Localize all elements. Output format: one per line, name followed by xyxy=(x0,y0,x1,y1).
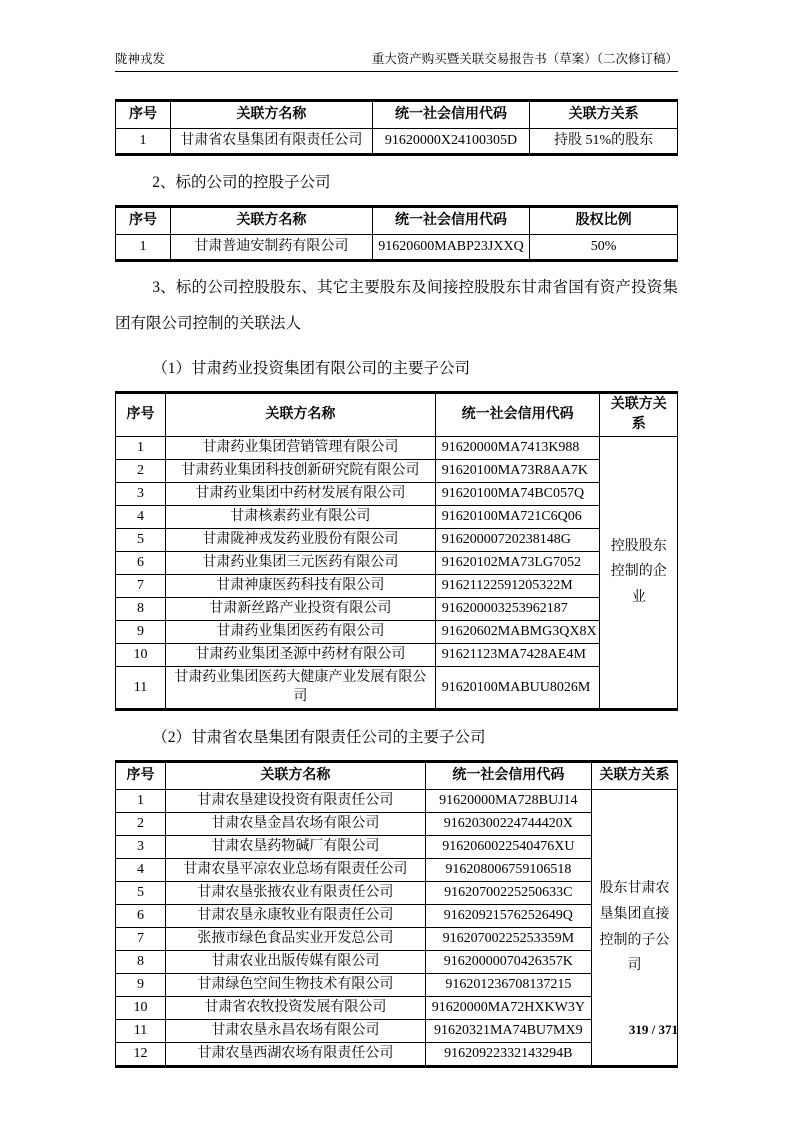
column-header-name: 关联方名称 xyxy=(166,762,426,790)
nongken-group-subsidiaries-table xyxy=(115,760,678,1068)
row-index: 6 xyxy=(116,905,166,928)
credit-code: 91620100MA74BC057Q xyxy=(435,482,600,505)
party-name: 甘肃药业集团中药材发展有限公司 xyxy=(166,482,436,505)
running-header xyxy=(115,0,678,72)
row-index: 3 xyxy=(116,836,166,859)
column-header-name: 关联方名称 xyxy=(171,101,373,129)
party-name: 甘肃药业集团营销管理有限公司 xyxy=(166,436,436,459)
party-name: 甘肃核素药业有限公司 xyxy=(166,505,436,528)
table-row xyxy=(116,620,678,643)
table-row xyxy=(116,235,678,261)
table-header-row xyxy=(116,101,678,129)
credit-code: 91620000X24100305D xyxy=(372,129,529,155)
party-name: 甘肃农业出版传媒有限公司 xyxy=(166,951,426,974)
table-row xyxy=(116,574,678,597)
column-header-relation: 关联方关系 xyxy=(530,101,678,129)
subsection-heading-1: （1）甘肃药业投资集团有限公司的主要子公司 xyxy=(152,359,470,377)
row-index: 10 xyxy=(116,997,166,1020)
page-content xyxy=(115,0,678,1068)
row-index: 1 xyxy=(116,235,171,261)
table-row xyxy=(116,643,678,666)
credit-code: 91621122591205322M xyxy=(435,574,600,597)
doc-short-title: 陇神戎发 xyxy=(115,52,166,66)
credit-code: 91620000070426357K xyxy=(425,951,591,974)
party-name: 甘肃药业集团医药有限公司 xyxy=(166,620,436,643)
party-name: 甘肃农垦西湖农场有限责任公司 xyxy=(166,1043,426,1067)
credit-code: 91620300224744420X xyxy=(425,813,591,836)
party-name: 甘肃绿色空间生物技术有限公司 xyxy=(166,974,426,997)
row-index: 9 xyxy=(116,620,166,643)
credit-code: 91620100MA721C6Q06 xyxy=(435,505,600,528)
party-name: 甘肃新丝路产业投资有限公司 xyxy=(166,597,436,620)
row-index: 11 xyxy=(116,666,166,709)
row-index: 11 xyxy=(116,1020,166,1043)
section-heading-3: 3、标的公司控股股东、其它主要股东及间接控股股东甘肃省国有资产投资集团有限公司控制的关联法人 xyxy=(115,279,678,332)
credit-code: 91621123MA7428AE4M xyxy=(435,643,600,666)
credit-code: 91620100MA73R8AA7K xyxy=(435,459,600,482)
party-name: 张掖市绿色食品实业开发总公司 xyxy=(166,928,426,951)
table-row xyxy=(116,129,678,155)
party-relation: 50% xyxy=(530,235,678,261)
credit-code: 91620700225253359M xyxy=(425,928,591,951)
credit-code: 91620000MA72HXKW3Y xyxy=(425,997,591,1020)
row-index: 8 xyxy=(116,951,166,974)
credit-code: 91620100MABUU8026M xyxy=(435,666,600,709)
party-name: 甘肃药业集团科技创新研究院有限公司 xyxy=(166,459,436,482)
row-index: 2 xyxy=(116,459,166,482)
credit-code: 91620321MA74BU7MX9 xyxy=(425,1020,591,1043)
page-number: 319 / 371 xyxy=(628,1022,678,1037)
table-row xyxy=(116,551,678,574)
row-index: 1 xyxy=(116,129,171,155)
party-name: 甘肃陇神戎发药业股份有限公司 xyxy=(166,528,436,551)
column-header-code: 统一社会信用代码 xyxy=(425,762,591,790)
column-header-code: 统一社会信用代码 xyxy=(372,207,529,235)
row-index: 9 xyxy=(116,974,166,997)
party-name: 甘肃农垦永昌农场有限公司 xyxy=(166,1020,426,1043)
credit-code: 916200003253962187 xyxy=(435,597,600,620)
party-name: 甘肃农垦永康牧业有限责任公司 xyxy=(166,905,426,928)
table-header-row xyxy=(116,207,678,235)
credit-code: 91620602MABMG3QX8X xyxy=(435,620,600,643)
party-name: 甘肃药业集团圣源中药材有限公司 xyxy=(166,643,436,666)
credit-code: 916201236708137215 xyxy=(425,974,591,997)
column-header-code: 统一社会信用代码 xyxy=(435,392,600,436)
party-name: 甘肃省农垦集团有限责任公司 xyxy=(171,129,373,155)
row-index: 1 xyxy=(116,436,166,459)
party-name: 甘肃农垦金昌农场有限公司 xyxy=(166,813,426,836)
party-relation: 持股 51%的股东 xyxy=(530,129,678,155)
credit-code: 9162060022540476XU xyxy=(425,836,591,859)
row-index: 6 xyxy=(116,551,166,574)
row-index: 1 xyxy=(116,790,166,813)
column-header-relation: 关联方关系 xyxy=(600,392,678,436)
table-row xyxy=(116,459,678,482)
party-name: 甘肃省农牧投资发展有限公司 xyxy=(166,997,426,1020)
row-index: 4 xyxy=(116,859,166,882)
party-name: 甘肃农垦平凉农业总场有限责任公司 xyxy=(166,859,426,882)
doc-full-title: 重大资产购买暨关联交易报告书（草案）（二次修订稿） xyxy=(371,52,678,66)
table-header-row xyxy=(116,762,678,790)
party-name: 甘肃药业集团医药大健康产业发展有限公司 xyxy=(166,666,436,709)
credit-code: 91620000720238148G xyxy=(435,528,600,551)
column-header-index: 序号 xyxy=(116,762,166,790)
table-row xyxy=(116,436,678,459)
credit-code: 91620000MA728BUJ14 xyxy=(425,790,591,813)
credit-code: 91620921576252649Q xyxy=(425,905,591,928)
controlled-subsidiary-table xyxy=(115,205,678,262)
column-header-index: 序号 xyxy=(116,101,171,129)
credit-code: 91620922332143294B xyxy=(425,1043,591,1067)
row-index: 10 xyxy=(116,643,166,666)
table-row xyxy=(116,482,678,505)
merged-relation-cell: 控股股东控制的企业 xyxy=(600,436,678,709)
merged-relation-cell: 股东甘肃农垦集团直接控制的子公司 xyxy=(592,790,678,1067)
credit-code: 91620700225250633C xyxy=(425,882,591,905)
table-row xyxy=(116,597,678,620)
row-index: 2 xyxy=(116,813,166,836)
row-index: 8 xyxy=(116,597,166,620)
table-row xyxy=(116,505,678,528)
shareholder-table xyxy=(115,99,678,156)
party-name: 甘肃普迪安制药有限公司 xyxy=(171,235,373,261)
table-row xyxy=(116,528,678,551)
column-header-equity-ratio: 股权比例 xyxy=(530,207,678,235)
row-index: 5 xyxy=(116,528,166,551)
party-name: 甘肃药业集团三元医药有限公司 xyxy=(166,551,436,574)
column-header-name: 关联方名称 xyxy=(171,207,373,235)
row-index: 3 xyxy=(116,482,166,505)
row-index: 7 xyxy=(116,928,166,951)
column-header-code: 统一社会信用代码 xyxy=(372,101,529,129)
credit-code: 91620600MABP23JXXQ xyxy=(372,235,529,261)
table-row xyxy=(116,666,678,709)
party-name: 甘肃农垦张掖农业有限责任公司 xyxy=(166,882,426,905)
credit-code: 91620000MA7413K988 xyxy=(435,436,600,459)
table-row xyxy=(116,790,678,813)
row-index: 4 xyxy=(116,505,166,528)
table-header-row xyxy=(116,392,678,436)
pharma-group-subsidiaries-table xyxy=(115,391,678,711)
party-name: 甘肃农垦建设投资有限责任公司 xyxy=(166,790,426,813)
column-header-index: 序号 xyxy=(116,207,171,235)
column-header-name: 关联方名称 xyxy=(166,392,436,436)
column-header-relation: 关联方关系 xyxy=(592,762,678,790)
party-name: 甘肃农垦药物碱厂有限公司 xyxy=(166,836,426,859)
subsection-heading-2: （2）甘肃省农垦集团有限责任公司的主要子公司 xyxy=(152,728,486,746)
row-index: 12 xyxy=(116,1043,166,1067)
credit-code: 91620102MA73LG7052 xyxy=(435,551,600,574)
credit-code: 916208006759106518 xyxy=(425,859,591,882)
row-index: 7 xyxy=(116,574,166,597)
section-heading-2: 2、标的公司的控股子公司 xyxy=(152,174,331,191)
row-index: 5 xyxy=(116,882,166,905)
column-header-index: 序号 xyxy=(116,392,166,436)
party-name: 甘肃神康医药科技有限公司 xyxy=(166,574,436,597)
